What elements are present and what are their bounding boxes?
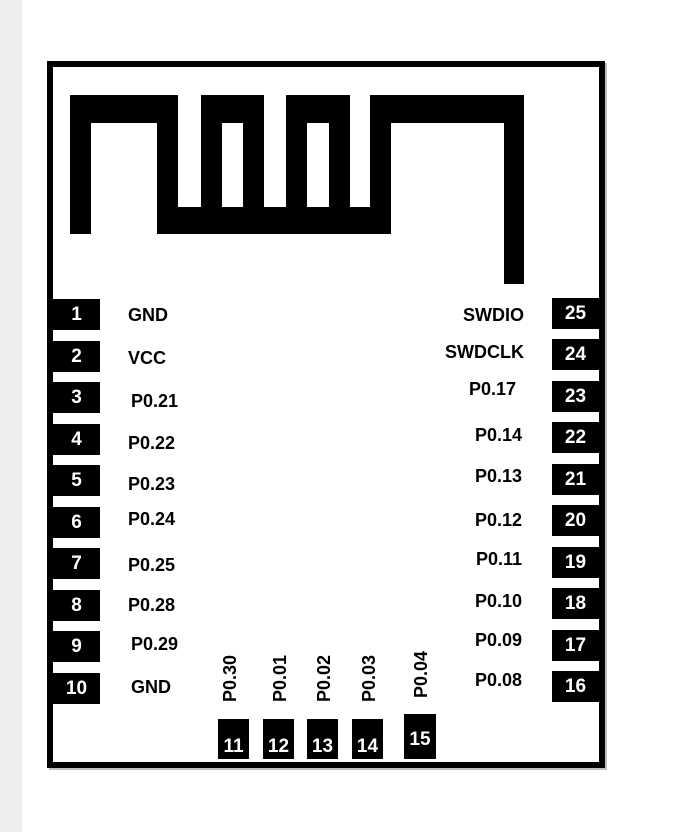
pin-10 — [53, 673, 100, 704]
pin-6 — [53, 507, 100, 538]
pin-label-21: P0.13 — [474, 466, 522, 486]
pin-label-3: P0.21 — [131, 391, 179, 411]
pin-number: 1 — [71, 303, 82, 325]
pin-24 — [552, 339, 599, 370]
pin-number: 2 — [71, 345, 82, 367]
pin-9 — [53, 631, 100, 662]
pin-label-8: P0.28 — [128, 595, 176, 615]
pin-number: 17 — [564, 634, 587, 656]
pin-7 — [53, 548, 100, 579]
pin-3 — [53, 382, 100, 413]
pin-number: 4 — [71, 428, 82, 450]
pin-14 — [352, 719, 383, 759]
pin-number: 7 — [71, 552, 82, 574]
pin-number: 24 — [564, 343, 587, 365]
pin-number: 6 — [71, 511, 82, 533]
pin-label-5: P0.23 — [128, 474, 176, 494]
pin-17 — [552, 630, 599, 661]
pin-12 — [263, 719, 294, 759]
pin-19 — [552, 547, 599, 578]
pin-21 — [552, 464, 599, 495]
pin-label-20: P0.12 — [474, 510, 522, 530]
pin-label-13: P0.02 — [314, 654, 334, 702]
meander-pcb-antenna-icon — [70, 95, 524, 284]
pin-label-11: P0.30 — [220, 654, 240, 702]
pin-5 — [53, 465, 100, 496]
pin-label-17: P0.09 — [474, 630, 522, 650]
pin-number: 18 — [564, 592, 587, 614]
pin-number: 5 — [71, 469, 82, 491]
pin-label-19: P0.11 — [475, 549, 522, 569]
pin-2 — [53, 341, 100, 372]
pin-label-4: P0.22 — [128, 433, 176, 453]
pin-label-23: P0.17 — [468, 379, 516, 399]
pin-number: 9 — [71, 635, 82, 657]
pin-number: 3 — [71, 386, 82, 408]
pin-20 — [552, 505, 599, 536]
pin-label-15: P0.04 — [411, 650, 431, 698]
pin-number: 11 — [223, 736, 244, 757]
pin-number: 21 — [564, 468, 587, 490]
pin-number: 8 — [71, 594, 82, 616]
pin-number: 19 — [564, 551, 587, 573]
pin-number: 22 — [564, 426, 587, 448]
pin-label-7: P0.25 — [128, 555, 176, 575]
pin-13 — [307, 719, 338, 759]
pin-18 — [552, 588, 599, 619]
pin-label-10: GND — [131, 677, 171, 697]
pin-number: 25 — [564, 302, 587, 324]
pin-8 — [53, 590, 100, 621]
pin-label-14: P0.03 — [359, 654, 379, 702]
pin-1 — [53, 299, 100, 330]
pin-number: 23 — [564, 385, 587, 407]
pin-number: 20 — [564, 509, 587, 531]
pin-15 — [404, 714, 436, 759]
pin-label-25: SWDIO — [463, 305, 524, 325]
pin-number: 14 — [356, 736, 379, 757]
pin-number: 16 — [564, 675, 587, 697]
pin-22 — [552, 422, 599, 453]
pin-label-6: P0.24 — [128, 509, 176, 529]
pin-16 — [552, 671, 599, 702]
pin-label-24: SWDCLK — [445, 342, 524, 362]
pin-number: 15 — [409, 729, 431, 750]
pin-11 — [218, 719, 249, 759]
pin-4 — [53, 424, 100, 455]
pin-number: 13 — [311, 736, 334, 757]
pin-25 — [552, 298, 599, 329]
page-margin-strip — [0, 0, 22, 832]
pin-label-2: VCC — [128, 348, 167, 368]
pin-label-1: GND — [128, 305, 168, 325]
pin-label-22: P0.14 — [474, 425, 522, 445]
pin-number: 10 — [65, 677, 88, 699]
pin-23 — [552, 381, 599, 412]
pin-label-16: P0.08 — [474, 670, 522, 690]
pin-label-18: P0.10 — [474, 591, 522, 611]
pin-label-9: P0.29 — [131, 634, 179, 654]
pin-label-12: P0.01 — [270, 654, 290, 702]
pin-number: 12 — [267, 736, 290, 757]
